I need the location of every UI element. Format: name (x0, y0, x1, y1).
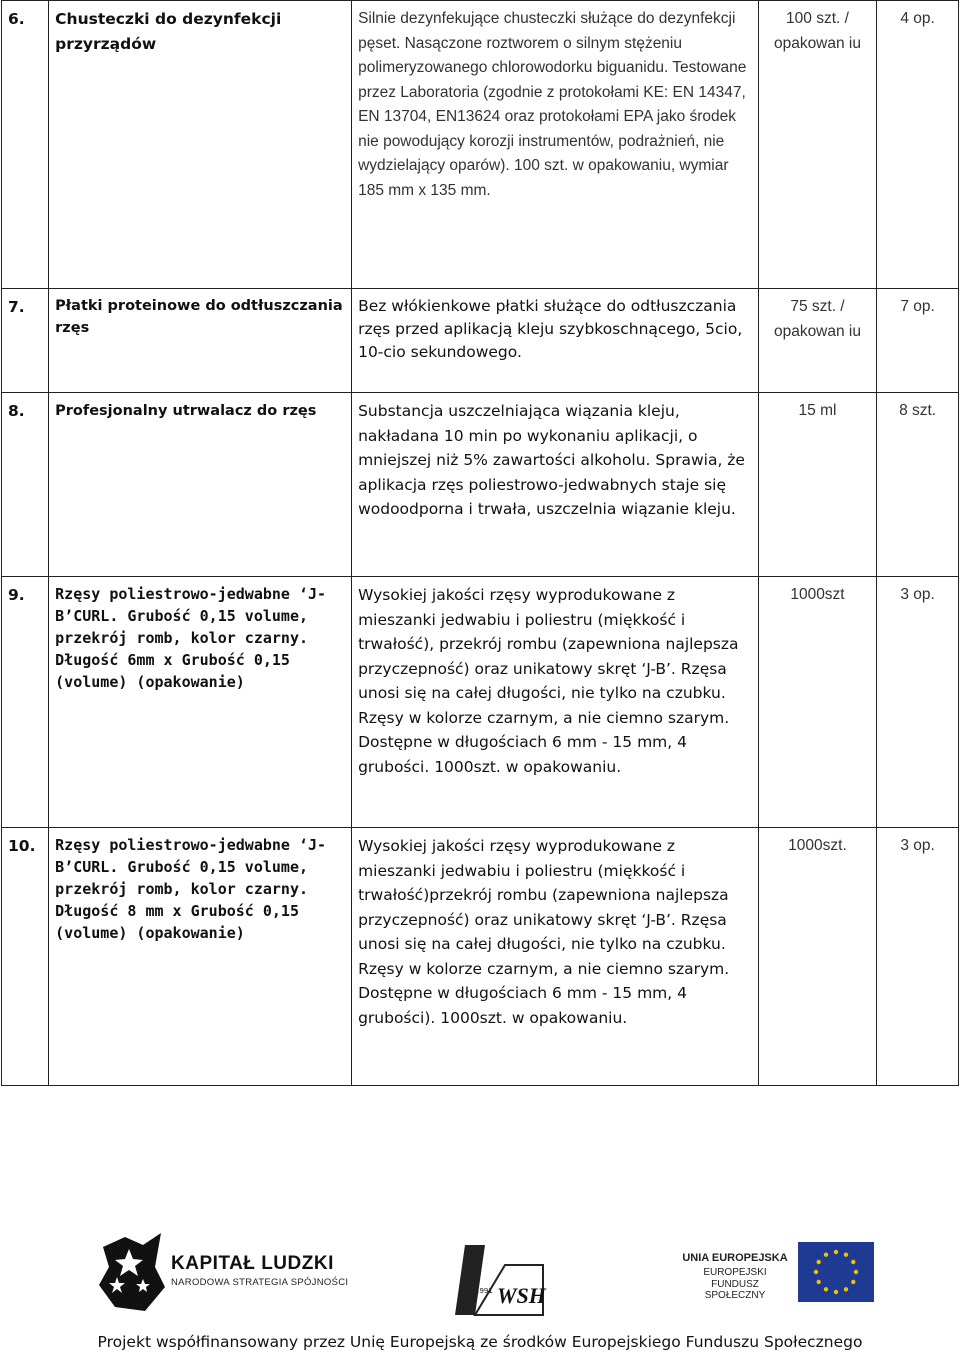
row-number: 9. (2, 577, 49, 828)
eu-star-icon (851, 1260, 855, 1264)
order-amount: 8 szt. (877, 393, 959, 577)
eu-star-icon (817, 1260, 821, 1264)
table-row (2, 289, 959, 393)
package-quantity: 1000szt. (758, 828, 876, 1086)
funding-statement: Projekt współfinansowany przez Unię Europejską ze środków Europejskiego Funduszu Społecznego (97, 1333, 863, 1351)
eu-flag-icon (798, 1242, 874, 1302)
eu-star-icon (817, 1280, 821, 1284)
eu-line-1: UNIA EUROPEJSKA (682, 1252, 788, 1264)
table-row (2, 577, 959, 828)
eu-line-2: EUROPEJSKI (703, 1267, 767, 1278)
eu-star-icon (814, 1270, 818, 1274)
order-amount: 3 op. (877, 577, 959, 828)
row-number: 8. (2, 393, 49, 577)
eu-star-icon (851, 1280, 855, 1284)
kapital-ludzki-subtitle: NARODOWA STRATEGIA SPÓJNOŚCI (171, 1277, 349, 1288)
product-name: Chusteczki do dezynfekcji przyrządów (49, 1, 352, 289)
kapital-ludzki-emblem-icon (95, 1227, 167, 1315)
order-amount: 3 op. (877, 828, 959, 1086)
order-amount: 4 op. (877, 1, 959, 289)
table-row (2, 393, 959, 577)
eu-star-icon (834, 1250, 838, 1254)
package-quantity: 1000szt (758, 577, 876, 828)
product-description: Bez włókienkowe płatki służące do odtłuszczania rzęs przed aplikacją kleju szybkoschnącego, 5cio, 10-cio sekundowego. (352, 289, 759, 393)
kapital-ludzki-logo (95, 1227, 355, 1315)
eu-star-icon (824, 1287, 828, 1291)
product-description: Substancja uszczelniająca wiązania kleju, nakładana 10 min po wykonaniu aplikacji, o mniejszej niż 5% zawartości alkoholu. Sprawia, że aplikacja rzęs poliestrowo-jedwabnych staje się wodoodporna i trwała, uszczelnia wiązanie kleju. (352, 393, 759, 577)
eu-star-icon (834, 1290, 838, 1294)
eu-star-icon (844, 1253, 848, 1257)
eu-line-3: FUNDUSZ SPOŁECZNY (704, 1279, 766, 1301)
eu-star-icon (824, 1253, 828, 1257)
page-footer (0, 1215, 960, 1355)
eu-logo (680, 1240, 880, 1310)
wsh-logo (445, 1235, 555, 1325)
package-quantity: 100 szt. / opakowan iu (758, 1, 876, 289)
order-amount: 7 op. (877, 289, 959, 393)
eu-star-icon (854, 1270, 858, 1274)
product-description: Silnie dezynfekujące chusteczki służące do dezynfekcji pęset. Nasączone roztworem o silnym stężeniu polimeryzowanego chlorowodorku biguanidu. Testowane przez Laboratoria (zgodnie z protokołami KE: EN 14347, EN 13704, EN13624 oraz protokołami EPA jako środek nie powodujący korozji instrumentów, podrażnień, nie wydzielający oparów). 100 szt. w opakowaniu, wymiar 185 mm x 135 mm. (352, 1, 759, 289)
package-quantity: 75 szt. / opakowan iu (758, 289, 876, 393)
product-name: Rzęsy poliestrowo-jedwabne ‘J-B’CURL. Grubość 0,15 volume, przekrój romb, kolor czarny. Długość 6mm x Grubość 0,15 (volume) (opakowanie) (49, 577, 352, 828)
table-row (2, 1, 959, 289)
product-spec-table (1, 0, 959, 1086)
wsh-text: WSH (497, 1283, 546, 1308)
table-row (2, 828, 959, 1086)
product-name: Płatki proteinowe do odtłuszczania rzęs (49, 289, 352, 393)
product-name: Rzęsy poliestrowo-jedwabne ‘J-B’CURL. Grubość 0,15 volume, przekrój romb, kolor czarny. Długość 8 mm x Grubość 0,15 (volume) (opakowanie) (49, 828, 352, 1086)
kapital-ludzki-title: KAPITAŁ LUDZKI (171, 1253, 334, 1274)
wsh-emblem-icon (445, 1235, 555, 1325)
row-number: 10. (2, 828, 49, 1086)
package-quantity: 15 ml (758, 393, 876, 577)
product-description: Wysokiej jakości rzęsy wyprodukowane z mieszanki jedwabiu i poliestru (miękkość i trwałość)przekrój rombu (zapewniona najlepsza przyczepność) oraz unikatowy skręt ‘J-B’. Rzęsa unosi się na całej długości, nie tylko na czubku. Rzęsy w kolorze czarnym, a nie ciemno szarym. Dostępne w długościach 6 mm - 15 mm, 4 grubości). 1000szt. w opakowaniu. (352, 828, 759, 1086)
eu-star-icon (844, 1287, 848, 1291)
wsh-year: 1991 (475, 1287, 493, 1295)
row-number: 7. (2, 289, 49, 393)
product-description: Wysokiej jakości rzęsy wyprodukowane z mieszanki jedwabiu i poliestru (miękkość i trwałość), przekrój rombu (zapewniona najlepsza przyczepność) oraz unikatowy skręt ‘J-B’. Rzęsa unosi się na całej długości, nie tylko na czubku. Rzęsy w kolorze czarnym, a nie ciemno szarym. Dostępne w długościach 6 mm - 15 mm, 4 grubości. 1000szt. w opakowaniu. (352, 577, 759, 828)
product-name: Profesjonalny utrwalacz do rzęs (49, 393, 352, 577)
row-number: 6. (2, 1, 49, 289)
